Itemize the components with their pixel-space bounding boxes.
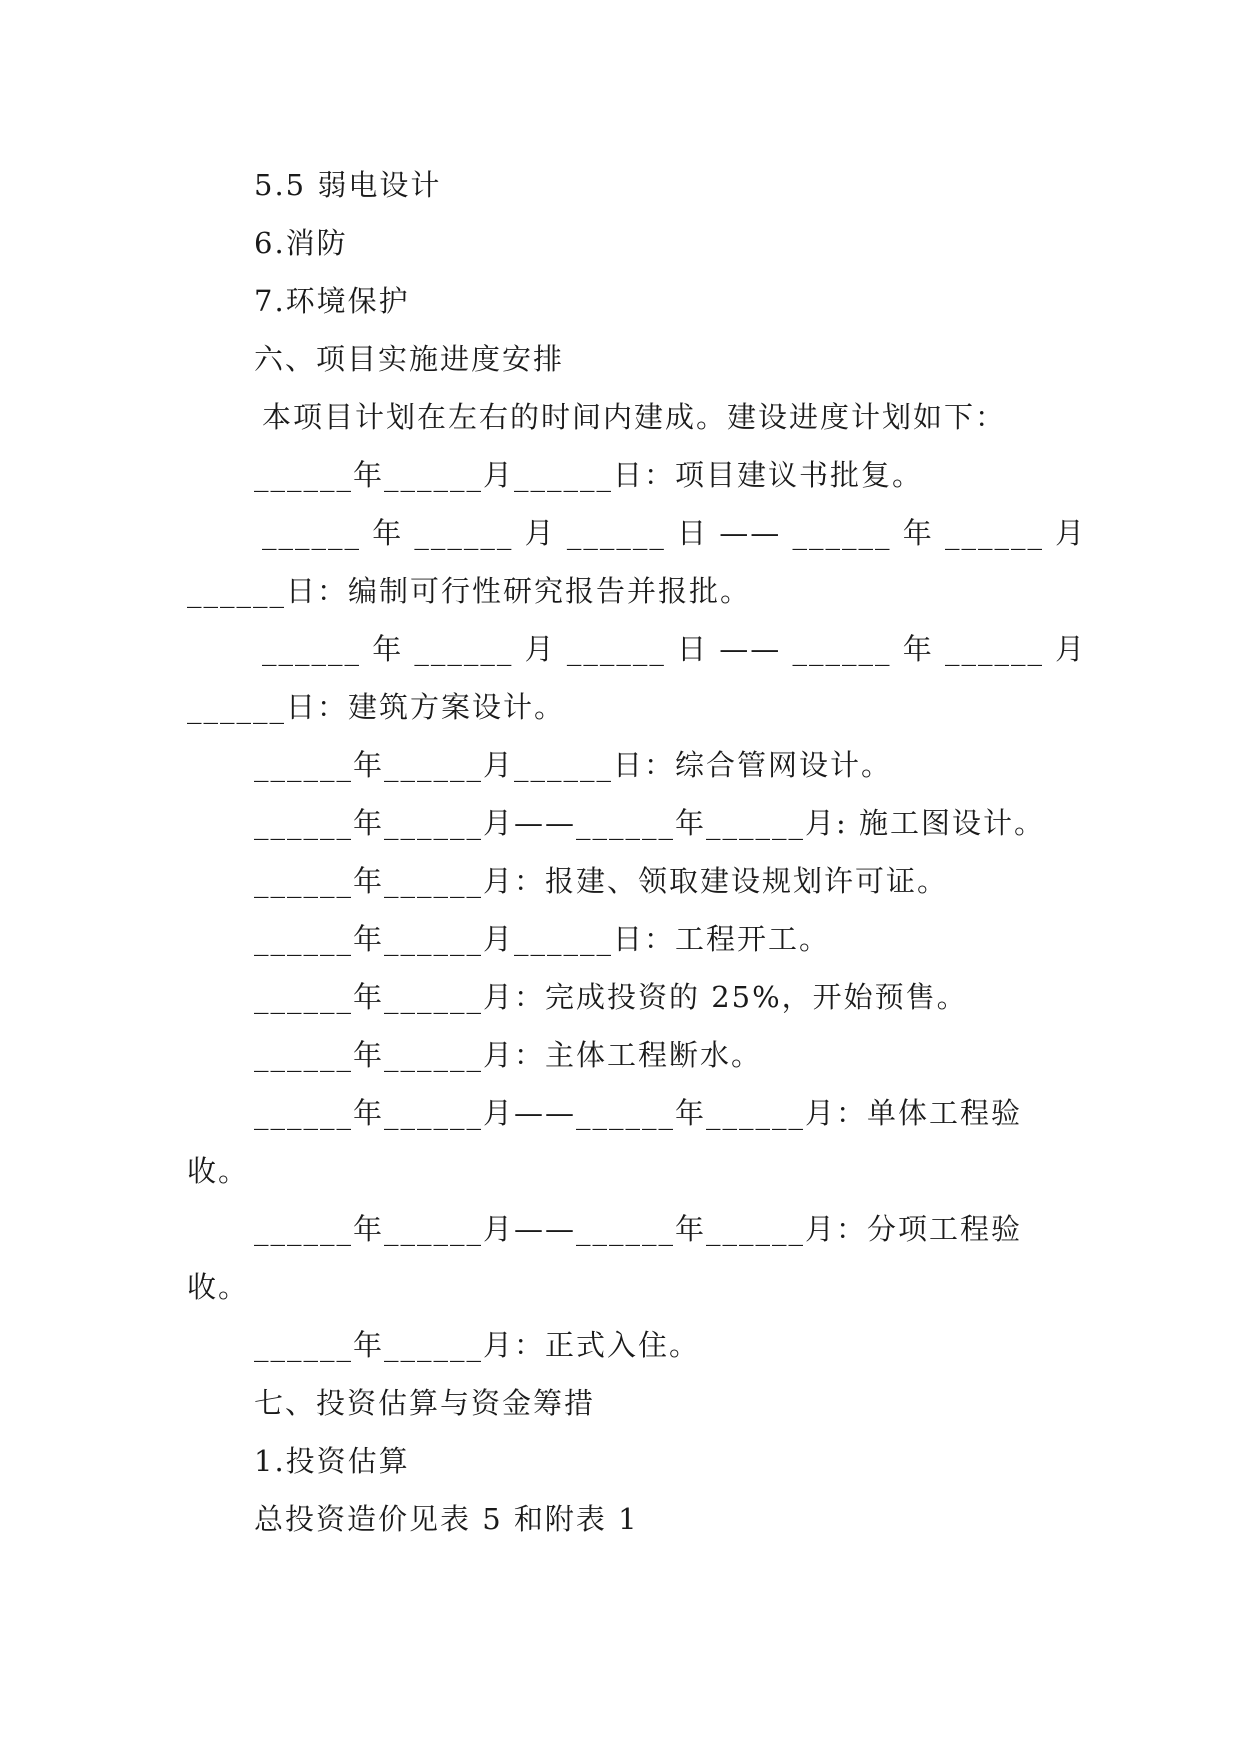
paragraph-intro: 本项目计划在左右的时间内建成。建设进度计划如下： <box>262 400 1007 434</box>
schedule-item-continuation: ______日：建筑方案设计。 <box>187 690 566 724</box>
paragraph-investment: 总投资造价见表 5 和附表 1 <box>254 1502 639 1536</box>
schedule-item: ______年______月——______年______月: 施工图设计。 <box>254 806 1045 840</box>
schedule-item: ______ 年 ______ 月 ______ 日 —— ______ 年 ______ 月 <box>262 632 1087 666</box>
schedule-item: ______年______月——______年______月：分项工程验 <box>254 1212 1023 1246</box>
schedule-item: ______年______月：主体工程断水。 <box>254 1038 763 1072</box>
schedule-item: ______年______月______日：项目建议书批复。 <box>254 458 924 492</box>
schedule-item: ______年______月——______年______月：单体工程验 <box>254 1096 1023 1130</box>
heading-7: 7.环境保护 <box>254 284 410 318</box>
schedule-item: ______年______月______日：工程开工。 <box>254 922 831 956</box>
schedule-item: ______年______月：报建、领取建设规划许可证。 <box>254 864 949 898</box>
section-heading-7: 七、投资估算与资金筹措 <box>254 1386 596 1420</box>
schedule-item-continuation: 收。 <box>187 1270 250 1304</box>
schedule-item: ______年______月：正式入住。 <box>254 1328 701 1362</box>
heading-6: 6.消防 <box>254 226 348 260</box>
heading-5-5: 5.5 弱电设计 <box>254 168 442 202</box>
schedule-item-continuation: 收。 <box>187 1154 250 1188</box>
schedule-item: ______年______月：完成投资的 25%，开始预售。 <box>254 980 968 1014</box>
schedule-item-continuation: ______日：编制可行性研究报告并报批。 <box>187 574 752 608</box>
schedule-item: ______年______月______日：综合管网设计。 <box>254 748 893 782</box>
heading-7-1: 1.投资估算 <box>254 1444 410 1478</box>
schedule-item: ______ 年 ______ 月 ______ 日 —— ______ 年 ______ 月 <box>262 516 1087 550</box>
section-heading-6: 六、项目实施进度安排 <box>254 342 565 376</box>
